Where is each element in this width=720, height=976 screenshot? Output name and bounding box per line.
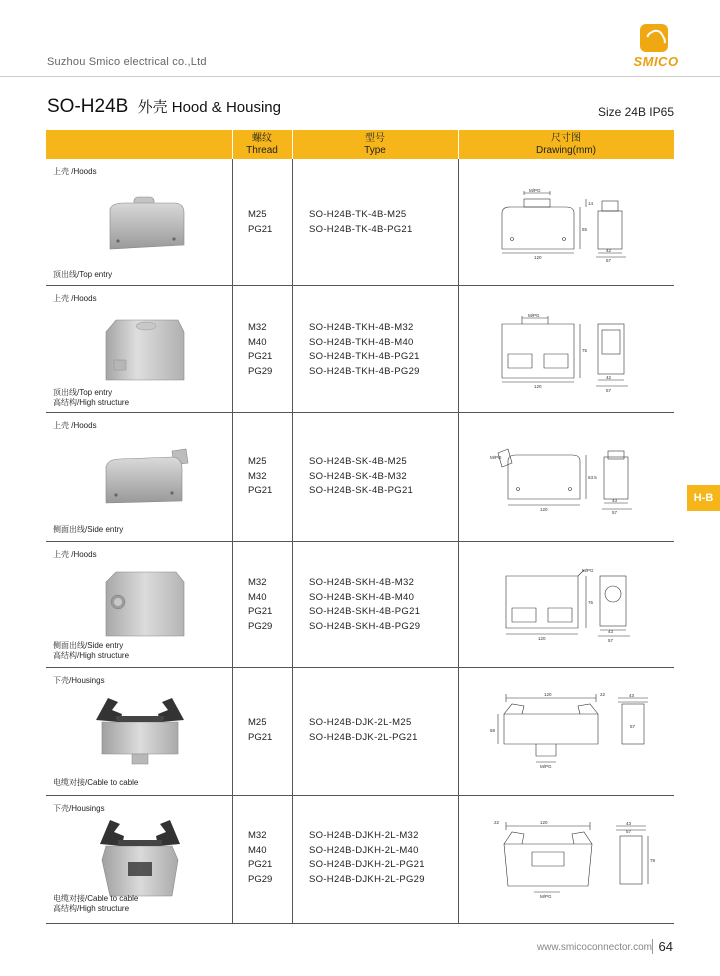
col-divider xyxy=(292,796,293,923)
caption-line: 电缆对接/Cable to cable xyxy=(53,894,139,903)
thread-list xyxy=(248,576,272,634)
thread-value: M40 xyxy=(248,336,267,348)
thread-value: M40 xyxy=(248,591,267,603)
dim-label: M/PG xyxy=(582,568,594,573)
dimension-drawing xyxy=(486,187,666,267)
dim-label: 22 xyxy=(494,820,500,825)
row-caption: 顶出线/Top entry xyxy=(53,270,113,279)
dim-label: 120 xyxy=(540,820,548,825)
col-type xyxy=(292,130,458,159)
col-divider xyxy=(458,542,459,667)
col-divider xyxy=(232,286,233,412)
dim-label: 120 xyxy=(540,507,548,512)
dim-label: 55 xyxy=(582,227,588,232)
thread-value: PG29 xyxy=(248,620,273,632)
col-divider xyxy=(292,413,293,541)
dim-label: 43 xyxy=(626,821,632,826)
page-title xyxy=(47,96,281,118)
type-value: SO-H24B-SKH-4B-PG29 xyxy=(309,620,421,632)
type-list xyxy=(309,455,413,499)
type-value: SO-H24B-TK-4B-M25 xyxy=(309,209,407,220)
type-value: SO-H24B-TKH-4B-M32 xyxy=(309,322,414,333)
row-category: 上壳 /Hoods xyxy=(53,294,97,303)
thread-value: PG21 xyxy=(248,606,273,617)
type-list xyxy=(309,829,425,887)
row-category: 下壳/Housings xyxy=(53,676,105,685)
dim-label: M/PG xyxy=(529,188,541,193)
col-thread-cn: 螺纹 xyxy=(252,133,272,144)
dim-label: M/PG xyxy=(490,455,502,460)
col-drawing-cn: 尺寸图 xyxy=(551,133,581,144)
table-row xyxy=(46,668,674,796)
housing-cable-to-cable-high-image xyxy=(92,812,192,898)
thread-value: M25 xyxy=(248,456,267,467)
dimension-drawing xyxy=(486,439,666,519)
thread-value: PG21 xyxy=(248,859,273,870)
type-value: SO-H24B-SK-4B-M32 xyxy=(309,470,408,482)
thread-value: PG21 xyxy=(248,485,273,496)
type-value: SO-H24B-DJKH-2L-M32 xyxy=(309,830,419,841)
dim-label: 120 xyxy=(544,692,552,697)
thread-value: M25 xyxy=(248,209,267,220)
col-divider xyxy=(458,159,459,285)
col-thread-en: Thread xyxy=(246,145,278,156)
thread-list xyxy=(248,716,272,745)
dim-label: 43 xyxy=(629,693,635,698)
thread-list xyxy=(248,455,272,499)
dim-label: 79 xyxy=(650,858,656,863)
col-divider xyxy=(292,668,293,795)
col-divider xyxy=(232,668,233,795)
dim-label: 22 xyxy=(600,692,606,697)
type-list xyxy=(309,208,413,237)
title-desc: 外壳 Hood & Housing xyxy=(137,99,281,116)
dim-label: 120 xyxy=(534,255,542,260)
dimension-drawing xyxy=(486,816,666,906)
type-value: SO-H24B-SK-4B-M25 xyxy=(309,456,408,467)
thread-value: PG21 xyxy=(248,223,273,235)
dim-label: 42 xyxy=(606,375,612,380)
col-drawing-en: Drawing(mm) xyxy=(536,145,596,156)
thread-value: PG29 xyxy=(248,365,273,377)
col-divider xyxy=(292,542,293,667)
dim-label: 57 xyxy=(630,724,636,729)
thread-value: PG21 xyxy=(248,351,273,362)
logo-text: SMICO xyxy=(633,54,679,69)
row-caption: 侧面出线/Side entry xyxy=(53,525,124,534)
dim-label: 58 xyxy=(490,728,496,733)
type-value: SO-H24B-DJK-2L-M25 xyxy=(309,717,412,728)
website: www.smicoconnector.com xyxy=(536,942,652,953)
table-row xyxy=(46,542,674,668)
row-category: 上壳 /Hoods xyxy=(53,550,97,559)
thread-list xyxy=(248,321,272,379)
logo-mark-icon xyxy=(640,24,668,52)
thread-list xyxy=(248,208,272,237)
dim-label: 75 xyxy=(582,348,588,353)
thread-value: M32 xyxy=(248,470,267,482)
type-value: SO-H24B-TKH-4B-PG21 xyxy=(309,351,420,362)
type-value: SO-H24B-SKH-4B-M40 xyxy=(309,591,415,603)
dim-label: 57 xyxy=(606,258,612,263)
thread-value: PG21 xyxy=(248,731,273,743)
row-caption: 电缆对接/Cable to cable xyxy=(53,778,139,787)
type-list xyxy=(309,576,420,634)
hood-top-entry-image xyxy=(104,195,188,253)
housing-cable-to-cable-image xyxy=(86,688,196,768)
thread-value: M32 xyxy=(248,830,267,841)
col-divider xyxy=(458,668,459,795)
col-divider xyxy=(232,159,233,285)
dimension-drawing xyxy=(486,308,666,398)
dim-label: M/PG xyxy=(540,894,552,899)
header-rule xyxy=(0,76,720,77)
caption-line: 高结构/High structure xyxy=(53,904,130,913)
type-value: SO-H24B-SKH-4B-M32 xyxy=(309,577,415,588)
thread-value: M25 xyxy=(248,717,267,728)
dim-label: 14 xyxy=(588,201,594,206)
caption-line: 高结构/High structure xyxy=(53,651,130,660)
col-divider xyxy=(458,286,459,412)
col-divider xyxy=(292,286,293,412)
dim-label: 63.5 xyxy=(588,475,597,480)
dim-label: 43 xyxy=(608,629,614,634)
page-number: 64 xyxy=(652,939,673,954)
type-value: SO-H24B-DJKH-2L-M40 xyxy=(309,844,419,856)
table-row xyxy=(46,796,674,924)
type-list xyxy=(309,716,418,745)
dimension-drawing xyxy=(486,564,666,654)
dim-label: 120 xyxy=(534,384,542,389)
type-value: SO-H24B-DJK-2L-PG21 xyxy=(309,731,418,743)
caption-line: 侧面出线/Side entry xyxy=(53,641,124,650)
col-divider xyxy=(458,413,459,541)
dim-label: 120 xyxy=(538,636,546,641)
dim-label: 42 xyxy=(606,248,612,253)
caption-line: 高结构/High structure xyxy=(53,398,130,407)
thread-value: M40 xyxy=(248,844,267,856)
dim-label: 76 xyxy=(588,600,594,605)
dim-label: 57 xyxy=(612,510,618,515)
dim-label: M/PG xyxy=(540,764,552,769)
col-drawing xyxy=(458,130,674,159)
col-divider xyxy=(232,542,233,667)
type-value: SO-H24B-DJKH-2L-PG29 xyxy=(309,873,425,885)
thread-value: M32 xyxy=(248,322,267,333)
caption-line: 顶出线/Top entry xyxy=(53,388,113,397)
table-header xyxy=(46,130,674,159)
type-value: SO-H24B-SK-4B-PG21 xyxy=(309,485,414,496)
row-caption xyxy=(53,894,138,914)
type-value: SO-H24B-TKH-4B-M40 xyxy=(309,336,414,348)
dimension-drawing xyxy=(486,688,666,778)
size-label: Size 24B IP65 xyxy=(597,105,674,119)
col-divider xyxy=(232,413,233,541)
thread-value: M32 xyxy=(248,577,267,588)
row-caption xyxy=(53,388,129,408)
col-divider xyxy=(292,159,293,285)
dim-label: M/PG xyxy=(528,313,540,318)
company-name: Suzhou Smico electrical co.,Ltd xyxy=(47,56,207,68)
thread-value: PG29 xyxy=(248,873,273,885)
table-row xyxy=(46,413,674,542)
title-model: SO-H24B xyxy=(47,96,129,117)
col-thread xyxy=(232,130,292,159)
row-caption xyxy=(53,641,129,661)
row-category: 下壳/Housings xyxy=(53,804,105,813)
dim-label: 43 xyxy=(612,498,618,503)
col-divider xyxy=(458,796,459,923)
type-value: SO-H24B-TKH-4B-PG29 xyxy=(309,365,420,377)
thread-list xyxy=(248,829,272,887)
type-list xyxy=(309,321,420,379)
col-type-cn: 型号 xyxy=(365,133,385,144)
dim-label: 57 xyxy=(608,638,614,643)
hood-top-entry-high-image xyxy=(102,312,188,384)
hood-side-entry-high-image xyxy=(102,566,192,638)
row-category: 上壳 /Hoods xyxy=(53,421,97,430)
section-tab: H-B xyxy=(687,485,720,511)
dim-label: 57 xyxy=(626,829,632,834)
col-type-en: Type xyxy=(364,145,386,156)
smico-logo xyxy=(626,24,686,74)
hood-side-entry-image xyxy=(102,447,192,507)
type-value: SO-H24B-TK-4B-PG21 xyxy=(309,223,413,235)
table-row xyxy=(46,286,674,413)
header-divider xyxy=(232,130,233,159)
type-value: SO-H24B-SKH-4B-PG21 xyxy=(309,606,421,617)
type-value: SO-H24B-DJKH-2L-PG21 xyxy=(309,859,425,870)
table-row xyxy=(46,159,674,286)
dim-label: 57 xyxy=(606,388,612,393)
row-category: 上壳 /Hoods xyxy=(53,167,97,176)
col-divider xyxy=(232,796,233,923)
